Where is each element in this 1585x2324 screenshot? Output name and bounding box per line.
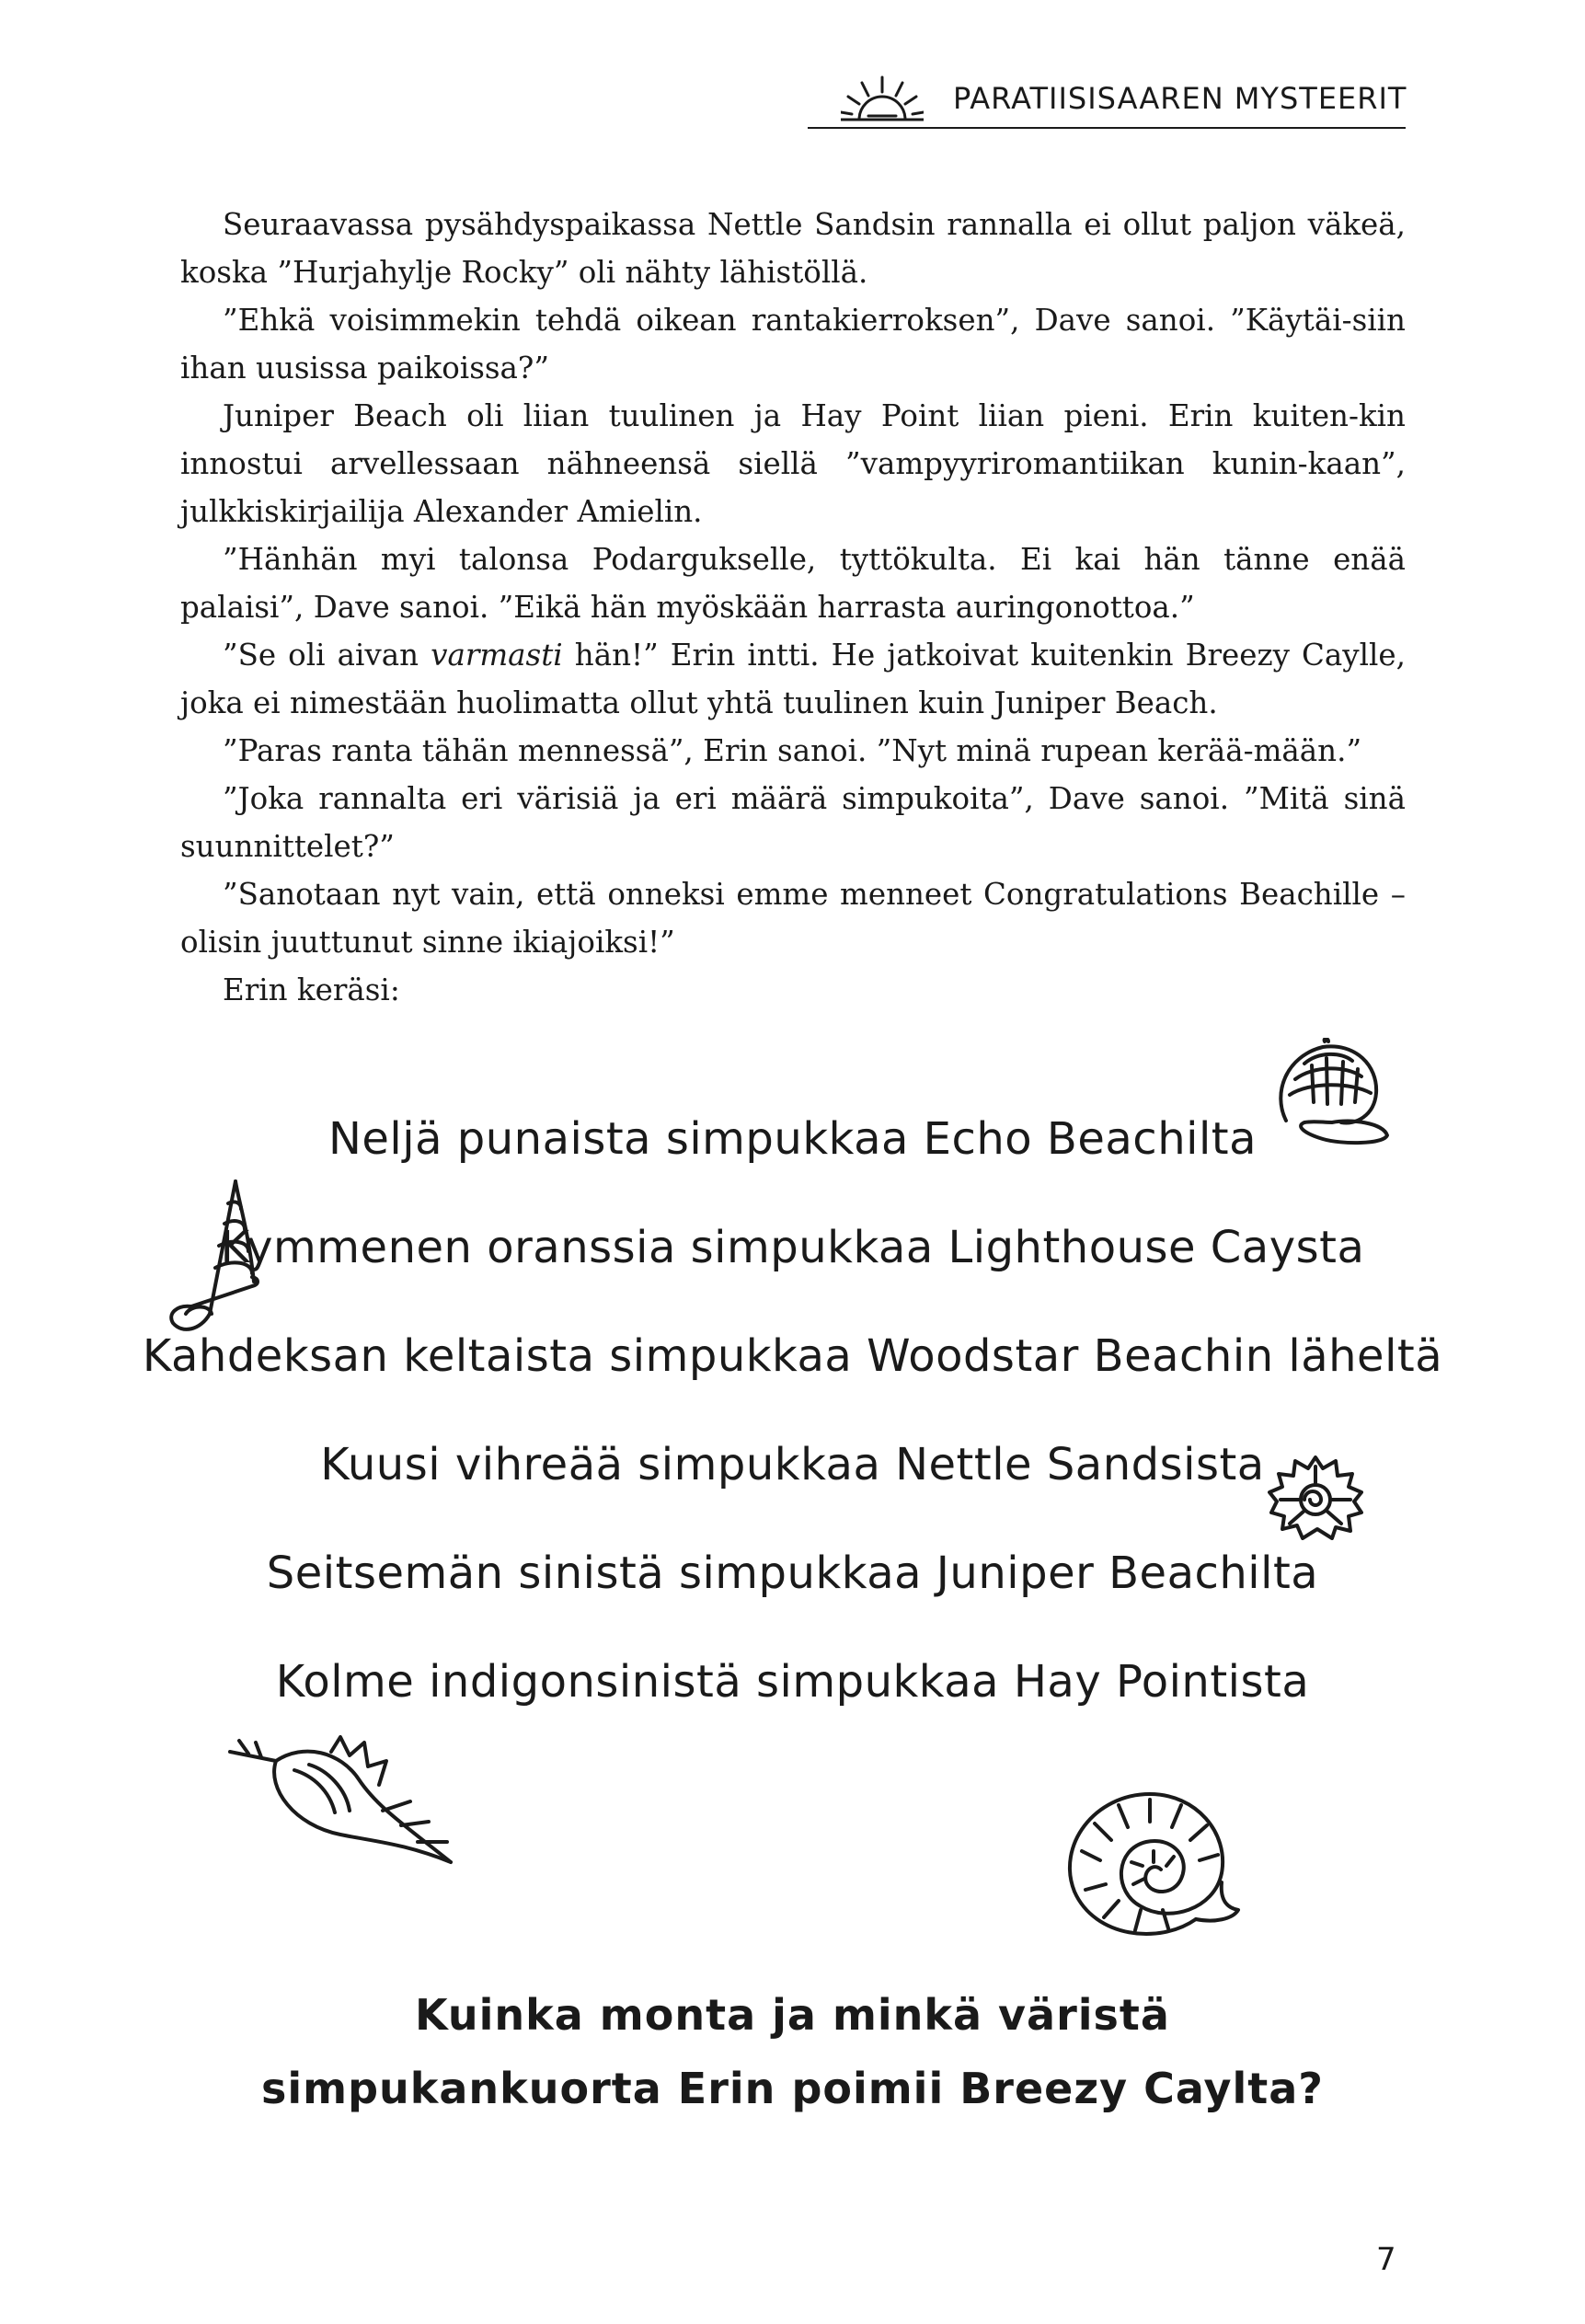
running-header [808,72,1406,129]
spiral-shell-icon [164,1176,263,1341]
paragraph: Seuraavassa pysähdyspaikassa Nettle Sandsin rannalla ei ollut paljon väkeä, koska ”Hurjahylje Rocky” oli nähty lähistöllä. [180,207,1406,290]
story-text [180,201,1406,1014]
page-number: 7 [1376,2241,1396,2278]
question-line: Kuinka monta ja minkä väristä [415,1990,1170,2040]
sun-icon [841,74,924,121]
paragraph: Erin keräsi: [223,972,400,1007]
paragraph: ”Ehkä voisimmekin tehdä oikean rantakierroksen”, Dave sanoi. ”Käytäi-siin ihan uusissa paikoissa?” [180,303,1406,385]
paragraph: ”Paras ranta tähän mennessä”, Erin sanoi. ”Nyt minä rupean kerää-mään.” [223,733,1362,768]
paragraph: ”Hänhän myi talonsa Podargukselle, tyttökulta. Ei kai hän tänne enää palaisi”, Dave sanoi. ”Eikä hän myöskään harrasta auringonottoa.” [180,542,1406,625]
paragraph: ”Se oli aivan varmasti hän!” Erin intti. He jatkoivat kuitenkin Breezy Caylle, joka ei nimestään huolimatta ollut yhtä tuulinen kuin Juniper Beach. [180,638,1406,720]
question-line: simpukankuorta Erin poimii Breezy Caylta? [261,2064,1324,2113]
shell-list-item: Kymmenen oranssia simpukkaa Lighthouse Caysta [220,1222,1365,1273]
puzzle-question [0,1978,1585,2125]
paragraph: Juniper Beach oli liian tuulinen ja Hay Point liian pieni. Erin kuiten-kin innostui arvellessaan nähneensä siellä ”vampyyriromantiikan kunin-kaan”, julkkiskirjailija Alexander Amielin. [180,398,1406,529]
paragraph: ”Joka rannalta eri värisiä ja eri määrä simpukoita”, Dave sanoi. ”Mitä sinä suunnittelet?” [180,781,1406,864]
ammonite-shell-icon [1058,1781,1242,1943]
shell-list-item: Kahdeksan keltaista simpukkaa Woodstar Beachin läheltä [142,1330,1443,1382]
shell-list-item: Seitsemän sinistä simpukkaa Juniper Beachilta [266,1547,1319,1599]
shell-list-item: Neljä punaista simpukkaa Echo Beachilta [327,1113,1258,1165]
paragraph: ”Sanotaan nyt vain, että onneksi emme menneet Congratulations Beachille – olisin juuttunut sinne ikiajoiksi!” [180,877,1406,960]
header-title: PARATIISISAAREN MYSTEERIT [953,81,1407,116]
shell-list-item: Kuusi vihreää simpukkaa Nettle Sandsista [320,1439,1265,1490]
shell-list-item: Kolme indigonsinistä simpukkaa Hay Pointista [275,1656,1310,1708]
conch-shell-icon [221,1733,464,1877]
snail-shell-icon [1268,1038,1393,1146]
scallop-shell-icon [1268,1455,1363,1540]
